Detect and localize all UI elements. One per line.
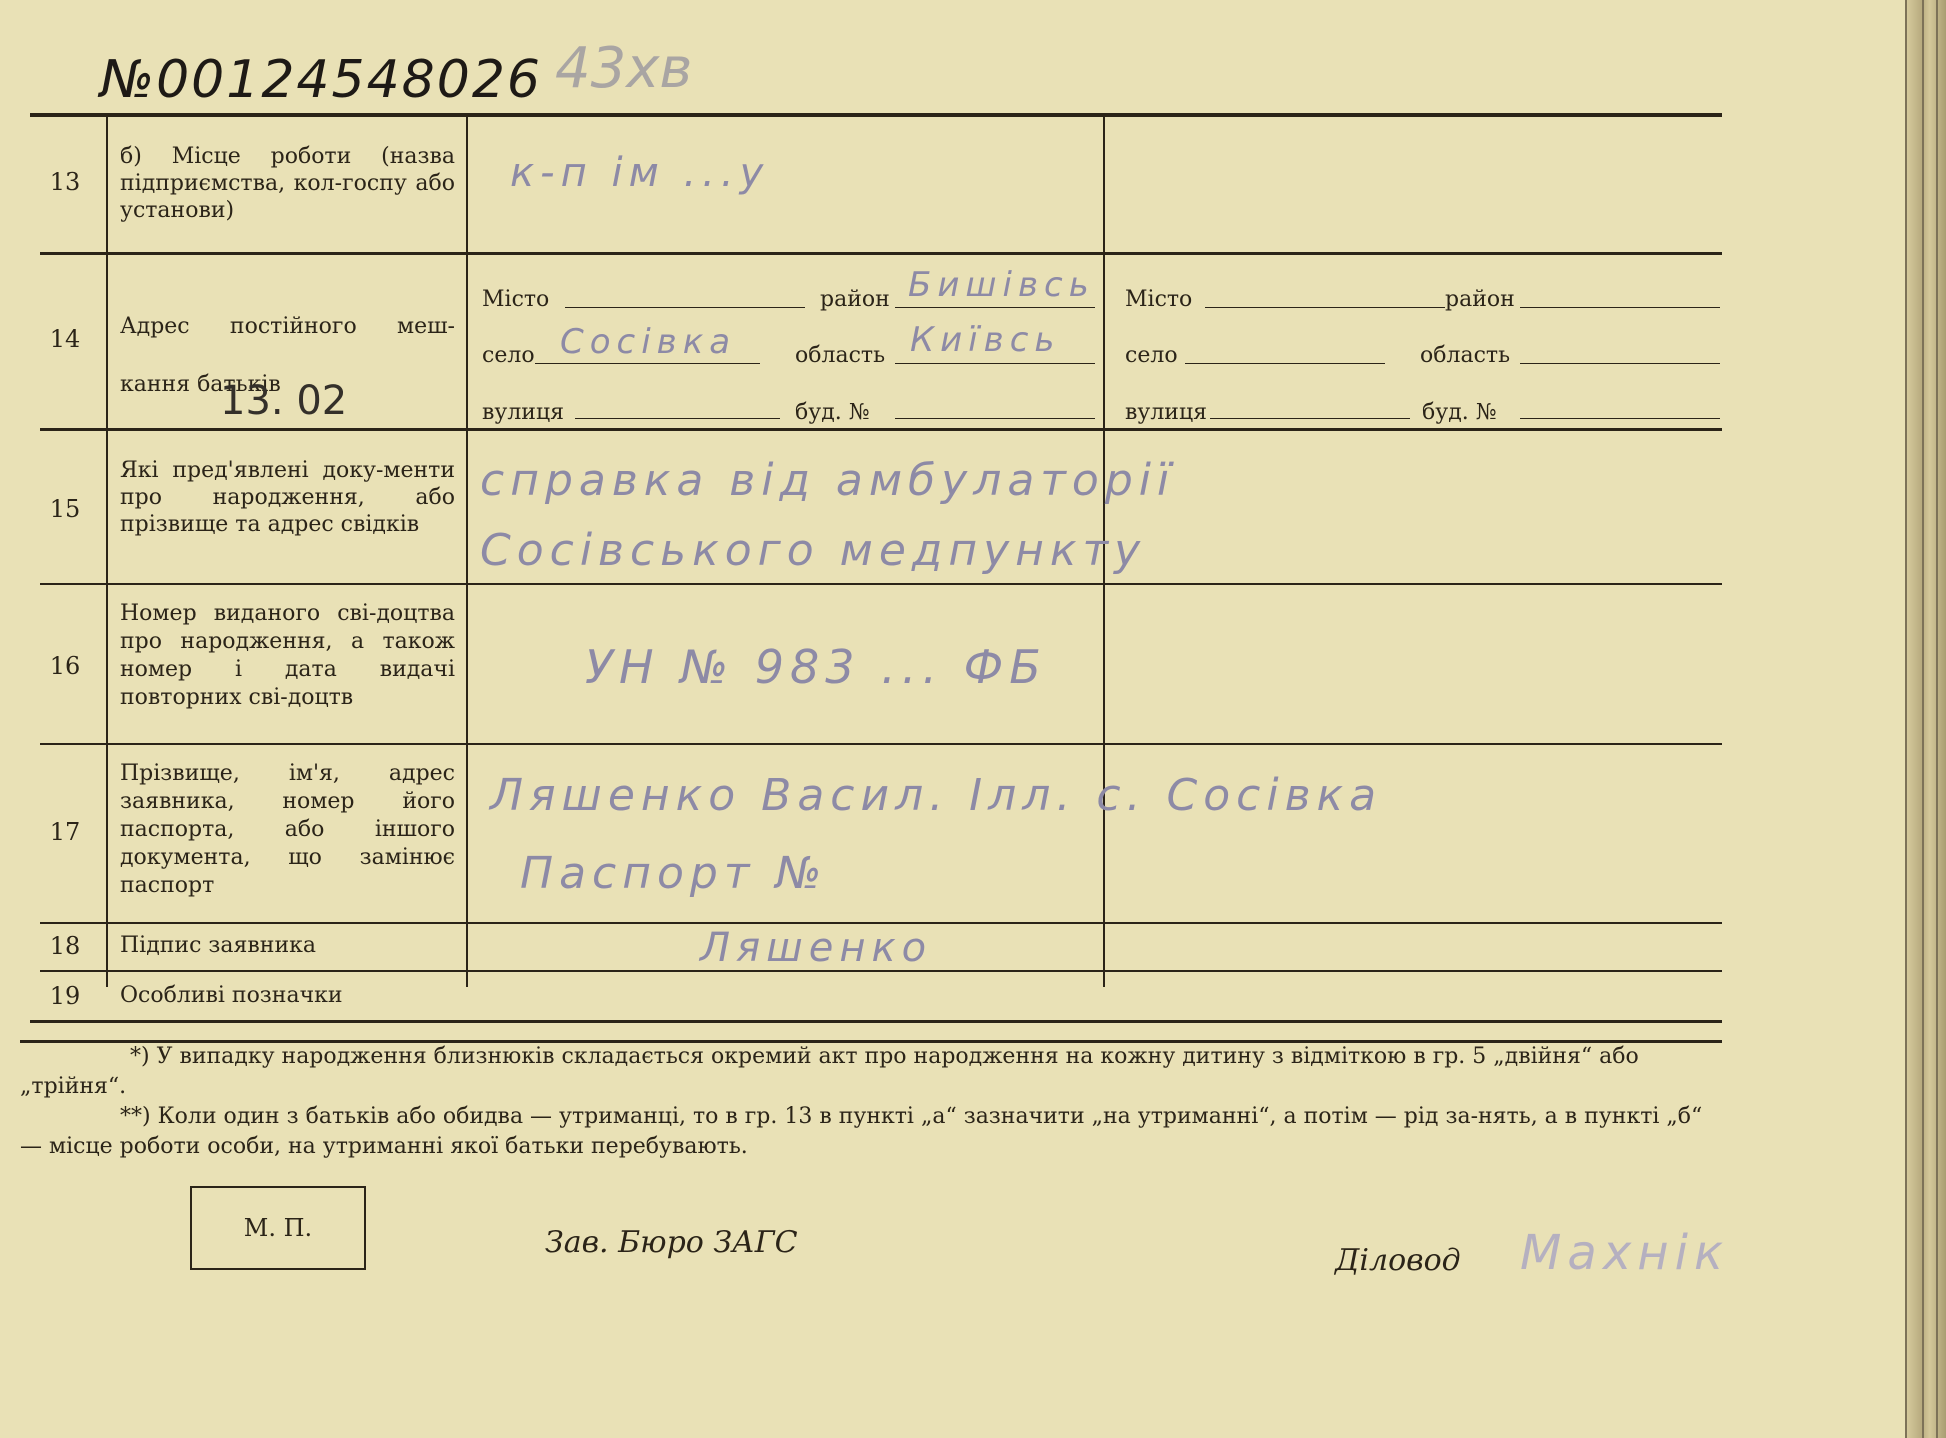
clerk-signature: Махнік (1520, 1225, 1729, 1281)
right-building-line (1520, 418, 1720, 419)
table-top-border (30, 113, 1722, 117)
left-building-line (895, 418, 1095, 419)
left-city-line (565, 307, 805, 308)
row-16-label: Номер виданого сві-доцтва про народження, а також номер і дата видачі повторних сві-доцтв (120, 601, 455, 710)
right-village-line (1185, 363, 1385, 364)
row-17-number: 17 (49, 818, 81, 846)
column-divider (466, 117, 468, 987)
row-separator (40, 428, 1722, 431)
applicant-signature: Ляшенко (700, 925, 933, 971)
right-street-label: вулиця (1125, 400, 1207, 425)
row-14-number: 14 (49, 325, 81, 353)
row-16-number: 16 (49, 652, 81, 680)
right-city-line (1205, 307, 1445, 308)
row-17-entry-line-2: Паспорт № (520, 848, 828, 899)
left-street-line (575, 418, 780, 419)
register-number: №00124548026 (100, 50, 543, 110)
row-19-label: Особливі позначки (120, 983, 343, 1008)
row-separator (40, 252, 1722, 255)
row-separator (40, 922, 1722, 924)
right-city-label: Місто (1125, 287, 1193, 312)
row-14-label: Адрес постійного меш-кання батьків (120, 314, 455, 397)
left-district-label: район (820, 287, 890, 312)
page-edge-line (1936, 0, 1938, 1438)
left-region-label: область (795, 343, 886, 368)
row-13-label: б) Місце роботи (назва підприємства, кол-госпу або установи) (120, 144, 455, 223)
handwritten-code: 43хв (555, 36, 693, 101)
right-district-line (1520, 307, 1720, 308)
page-stack-edge (1905, 0, 1946, 1438)
left-building-label: буд. № (795, 400, 870, 425)
column-divider (106, 117, 108, 987)
row-15-entry-line-1: справка від амбулаторії (480, 455, 1176, 506)
left-district-line (895, 307, 1095, 308)
page-edge-line (1905, 0, 1907, 1438)
right-village-label: село (1125, 343, 1178, 368)
row-18-label: Підпис заявника (120, 933, 316, 958)
left-region-value: Київсь (910, 320, 1061, 360)
footnote-dependents: **) Коли один з батьків або обидва — утриманці, то в гр. 13 в пункті „а“ зазначити „на утриманні“, а потім — рід за-нять, а в пункті „б“ — місце роботи особи, на утриманні якої батьки перебувають. (20, 1104, 1703, 1159)
left-village-label: село (482, 343, 535, 368)
right-region-line (1520, 363, 1720, 364)
row-19-number: 19 (49, 982, 81, 1010)
page-edge-line (1922, 0, 1924, 1438)
head-of-registry-label: Зав. Бюро ЗАГС (545, 1225, 798, 1260)
row-separator (40, 583, 1722, 585)
right-region-label: область (1420, 343, 1511, 368)
right-building-label: буд. № (1422, 400, 1497, 425)
left-district-value: Бишівсь (908, 265, 1095, 305)
row-separator (40, 743, 1722, 745)
right-street-line (1210, 418, 1410, 419)
row-17-entry-line-1: Ляшенко Васил. Ілл. с. Сосівка (490, 770, 1383, 821)
clerk-label: Діловод (1335, 1243, 1461, 1278)
row-17-label: Прізвище, ім'я, адрес заявника, номер його паспорта, або іншого документа, що замінює паспорт (120, 761, 455, 898)
row-15-entry-line-2: Сосівського медпункту (480, 525, 1147, 576)
row-16-entry: УН № 983 ... ФБ (585, 640, 1047, 694)
row-13-number: 13 (49, 168, 81, 196)
row-13-handwritten-entry: к-п ім ...у (510, 150, 770, 196)
table-bottom-border (30, 1020, 1722, 1023)
right-district-label: район (1445, 287, 1515, 312)
left-village-value: Сосівка (560, 322, 737, 362)
row-18-number: 18 (49, 932, 81, 960)
left-city-label: Місто (482, 287, 550, 312)
stamp-placeholder: М. П. (190, 1186, 366, 1270)
left-region-line (895, 363, 1095, 364)
left-street-label: вулиця (482, 400, 564, 425)
left-village-line (535, 363, 760, 364)
row-15-label: Які пред'явлені доку-менти про народження, або прізвище та адрес свідків (120, 458, 455, 537)
footnote-twins: *) У випадку народження близнюків складається окремий акт про народження на кожну дитину з відміткою в гр. 5 „двійня“ або „трійня“. (20, 1044, 1639, 1099)
row-14-date-note: 13. 02 (220, 378, 348, 424)
row-15-number: 15 (49, 495, 81, 523)
